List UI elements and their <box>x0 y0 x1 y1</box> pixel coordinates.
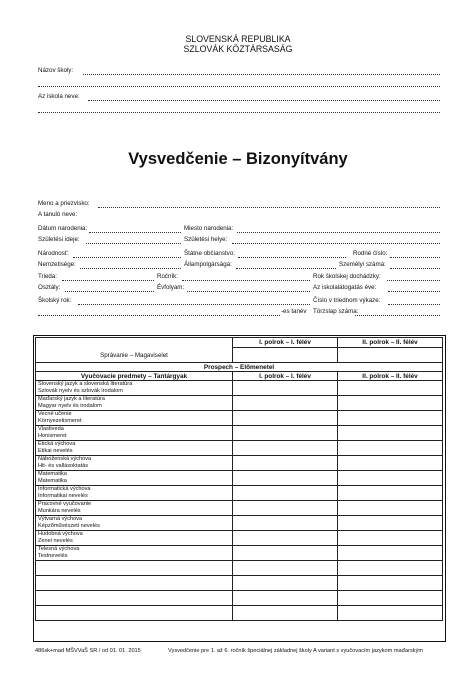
conduct-term2-header: II. polrok – II. félév <box>338 338 442 348</box>
grade-cell-term2[interactable] <box>338 396 443 411</box>
birth-date-label-hu: Születési ideje: <box>38 236 80 243</box>
subject-name-hu: Informatikai nevelés <box>38 493 88 499</box>
birth-place-line-hu[interactable] <box>232 243 440 244</box>
table-row <box>36 411 443 426</box>
nationality-line[interactable] <box>73 257 181 258</box>
subject-name-sk: Informatická výchova <box>38 486 91 493</box>
table-row <box>36 396 443 411</box>
nationality-label-sk: Národnosť: <box>38 250 69 257</box>
attendance-year-label-hu: Az iskolalátogatás éve: <box>313 284 377 291</box>
grade-cell-term1[interactable] <box>233 486 338 501</box>
conduct-term1-grade[interactable] <box>233 348 337 362</box>
table-row <box>36 501 443 516</box>
register-number-line-hu[interactable] <box>355 315 440 316</box>
grades-table <box>35 337 443 621</box>
subject-name-sk: Matematika <box>38 471 67 478</box>
class-line[interactable] <box>62 280 154 281</box>
nationality-line-hu[interactable] <box>80 268 181 269</box>
grade-cell[interactable] <box>233 576 338 591</box>
grade-cell-term1[interactable] <box>233 426 338 441</box>
grade-cell[interactable] <box>338 561 443 576</box>
citizenship-line-hu[interactable] <box>236 268 336 269</box>
birth-place-line[interactable] <box>237 232 440 233</box>
table-row <box>36 486 443 501</box>
table-row <box>36 441 443 456</box>
grade-cell-term1[interactable] <box>233 396 338 411</box>
subject-name-cell <box>36 546 233 561</box>
subject-name-hu: Magyar nyelv és irodalom <box>38 403 102 409</box>
school-name-line-hu-2[interactable] <box>38 112 440 113</box>
grade-cell-term1[interactable] <box>233 501 338 516</box>
subject-name-cell[interactable] <box>36 591 233 606</box>
birth-date-line-hu[interactable] <box>86 243 181 244</box>
country-name-sk: SLOVENSKÁ REPUBLIKA <box>185 34 291 44</box>
conduct-term2-grade[interactable] <box>338 348 442 362</box>
grade-cell-term2[interactable] <box>338 411 443 426</box>
register-number-label-hu: Törzslap száma: <box>313 308 359 315</box>
grade-cell-term1[interactable] <box>233 516 338 531</box>
term2-header: II. polrok – II. félév <box>338 372 443 381</box>
student-name-label-sk: Meno a priezvisko: <box>38 200 90 207</box>
grade-cell-term2[interactable] <box>338 426 443 441</box>
grade-cell-term2[interactable] <box>338 471 443 486</box>
progress-header: Prospech – Előmenetel <box>36 363 443 372</box>
subject-name-cell <box>36 531 233 546</box>
school-name-line-hu[interactable] <box>88 100 440 101</box>
birth-date-label-sk: Dátum narodenia: <box>38 225 88 232</box>
school-year-label-hu: -es tanév <box>281 308 307 315</box>
birth-place-label-sk: Miesto narodenia: <box>184 225 234 232</box>
subjects-header: Vyučovacie predmety – Tantárgyak <box>36 372 233 381</box>
subject-name-sk: Slovenský jazyk a slovenská literatúra <box>38 381 133 388</box>
subject-name-cell <box>36 516 233 531</box>
birth-number-label-hu: Személyi száma: <box>339 261 386 268</box>
subject-name-cell[interactable] <box>36 561 233 576</box>
grade-cell-term1[interactable] <box>233 546 338 561</box>
grade-cell[interactable] <box>233 591 338 606</box>
grade-cell-term2[interactable] <box>338 441 443 456</box>
subject-name-hu: Matematika <box>38 478 67 484</box>
student-name-line[interactable] <box>98 207 440 208</box>
grade-cell-term1[interactable] <box>233 471 338 486</box>
grade-cell-term1[interactable] <box>233 456 338 471</box>
subject-name-cell[interactable] <box>36 576 233 591</box>
attendance-year-line-hu[interactable] <box>388 291 440 292</box>
subject-name-sk: Etická výchova <box>38 441 76 448</box>
birth-number-line-hu[interactable] <box>390 268 440 269</box>
subject-name-sk: Hudobná výchova <box>38 531 83 538</box>
subject-name-hu: Munkára nevelés <box>38 508 81 514</box>
citizenship-label-hu: Állampolgársága: <box>184 261 232 268</box>
birth-place-label-hu: Születési helye: <box>184 236 228 243</box>
term1-header: I. polrok – I. félév <box>233 372 338 381</box>
grade-cell-term1[interactable] <box>233 411 338 426</box>
school-year-line-hu[interactable] <box>38 315 280 316</box>
grade-cell[interactable] <box>338 576 443 591</box>
country-name-hu: SZLOVÁK KÖZTÁRSASÁG <box>183 44 293 54</box>
grade-cell-term2[interactable] <box>338 516 443 531</box>
subject-name-sk: Vlastiveda <box>38 426 64 433</box>
citizenship-line[interactable] <box>238 257 346 258</box>
school-name-line-2[interactable] <box>38 86 440 87</box>
subject-name-hu: Zenei nevelés <box>38 538 73 544</box>
conduct-term1-header: I. polrok – I. félév <box>233 338 337 348</box>
grade-cell-term2[interactable] <box>338 531 443 546</box>
table-row <box>36 471 443 486</box>
grade-cell-term2[interactable] <box>338 486 443 501</box>
subject-name-cell <box>36 471 233 486</box>
student-name-label-hu: A tanuló neve: <box>38 211 78 218</box>
subject-name-sk: Vecné učenie <box>38 411 72 418</box>
school-name-line[interactable] <box>83 74 440 75</box>
school-year-label-sk: Školský rok: <box>38 297 72 304</box>
subject-name-hu: Testnevelés <box>38 553 68 559</box>
empty-table-row <box>36 576 443 591</box>
subject-name-hu: Honismeret <box>38 433 67 439</box>
empty-table-row <box>36 561 443 576</box>
empty-table-row <box>36 606 443 621</box>
subject-name-hu: Környezetismeret <box>38 418 82 424</box>
grade-cell-term1[interactable] <box>233 381 338 396</box>
form-code: 486sk+mad MŠVVaŠ SR / od 01. 01. 2015 <box>35 648 141 654</box>
grade-cell[interactable] <box>338 606 443 621</box>
grade-cell-term2[interactable] <box>338 501 443 516</box>
birth-date-line[interactable] <box>89 232 181 233</box>
subject-name-hu: Szlovák nyelv és szlovák irodalom <box>38 388 123 394</box>
citizenship-label-sk: Štátne občianstvo: <box>184 250 235 257</box>
birth-number-label-sk: Rodné číslo: <box>353 250 388 257</box>
register-number-label-sk: Číslo v triednom výkaze: <box>313 297 381 304</box>
conduct-label: Správanie – Magaviselet <box>36 338 233 363</box>
subject-name-cell <box>36 396 233 411</box>
class-label-hu: Osztály: <box>38 284 61 291</box>
register-number-line[interactable] <box>388 304 440 305</box>
subject-name-hu: Etikai nevelés <box>38 448 73 454</box>
class-label-sk: Trieda: <box>38 273 58 280</box>
subject-name-sk: Maďarský jazyk a literatúra <box>38 396 105 403</box>
grade-cell[interactable] <box>233 561 338 576</box>
table-row <box>36 531 443 546</box>
document-title: Vysvedčenie – Bizonyítvány <box>128 150 348 168</box>
empty-table-row <box>36 591 443 606</box>
table-row <box>36 426 443 441</box>
subject-name-sk: Telesná výchova <box>38 546 80 553</box>
nationality-label-hu: Nemzetisége: <box>38 261 76 268</box>
grade-label-sk: Ročník: <box>157 273 178 280</box>
subject-name-cell <box>36 441 233 456</box>
subject-name-sk: Výtvarná výchova <box>38 516 83 523</box>
grade-cell[interactable] <box>233 606 338 621</box>
grade-cell[interactable] <box>338 591 443 606</box>
subject-name-cell <box>36 456 233 471</box>
grade-cell-term1[interactable] <box>233 441 338 456</box>
birth-number-line[interactable] <box>390 257 440 258</box>
table-row <box>36 381 443 396</box>
attendance-year-line[interactable] <box>387 280 440 281</box>
subject-name-sk: Pracovné vyučovanie <box>38 501 92 508</box>
table-row <box>36 516 443 531</box>
subject-name-cell <box>36 501 233 516</box>
subject-name-cell[interactable] <box>36 606 233 621</box>
subject-name-cell <box>36 411 233 426</box>
attendance-year-label-sk: Rok školskej dochádzky: <box>313 273 381 280</box>
subject-name-hu: Hit- és vallásoktatás <box>38 463 89 469</box>
subject-name-hu: Képzőművészeti nevelés <box>38 523 100 529</box>
table-row <box>36 546 443 561</box>
grade-cell-term2[interactable] <box>338 456 443 471</box>
grade-cell-term2[interactable] <box>338 381 443 396</box>
school-year-line[interactable] <box>78 304 310 305</box>
table-row <box>36 456 443 471</box>
subject-name-cell <box>36 426 233 441</box>
grade-line-hu[interactable] <box>187 291 310 292</box>
grade-cell-term1[interactable] <box>233 531 338 546</box>
subject-name-sk: Náboženská výchova <box>38 456 92 463</box>
form-description: Vysvedčenie pre 1. až 6. ročník špeciálnej základnej školy A variant s vyučovacím jazykom maďarským <box>168 648 424 654</box>
school-name-label-hu: Az iskola neve: <box>38 93 80 100</box>
class-line-hu[interactable] <box>65 291 154 292</box>
grade-line[interactable] <box>182 280 310 281</box>
school-name-label-sk: Názov školy: <box>38 67 74 74</box>
grade-label-hu: Évfolyam: <box>157 284 185 291</box>
grade-cell-term2[interactable] <box>338 546 443 561</box>
subject-name-cell <box>36 486 233 501</box>
subject-name-cell <box>36 381 233 396</box>
